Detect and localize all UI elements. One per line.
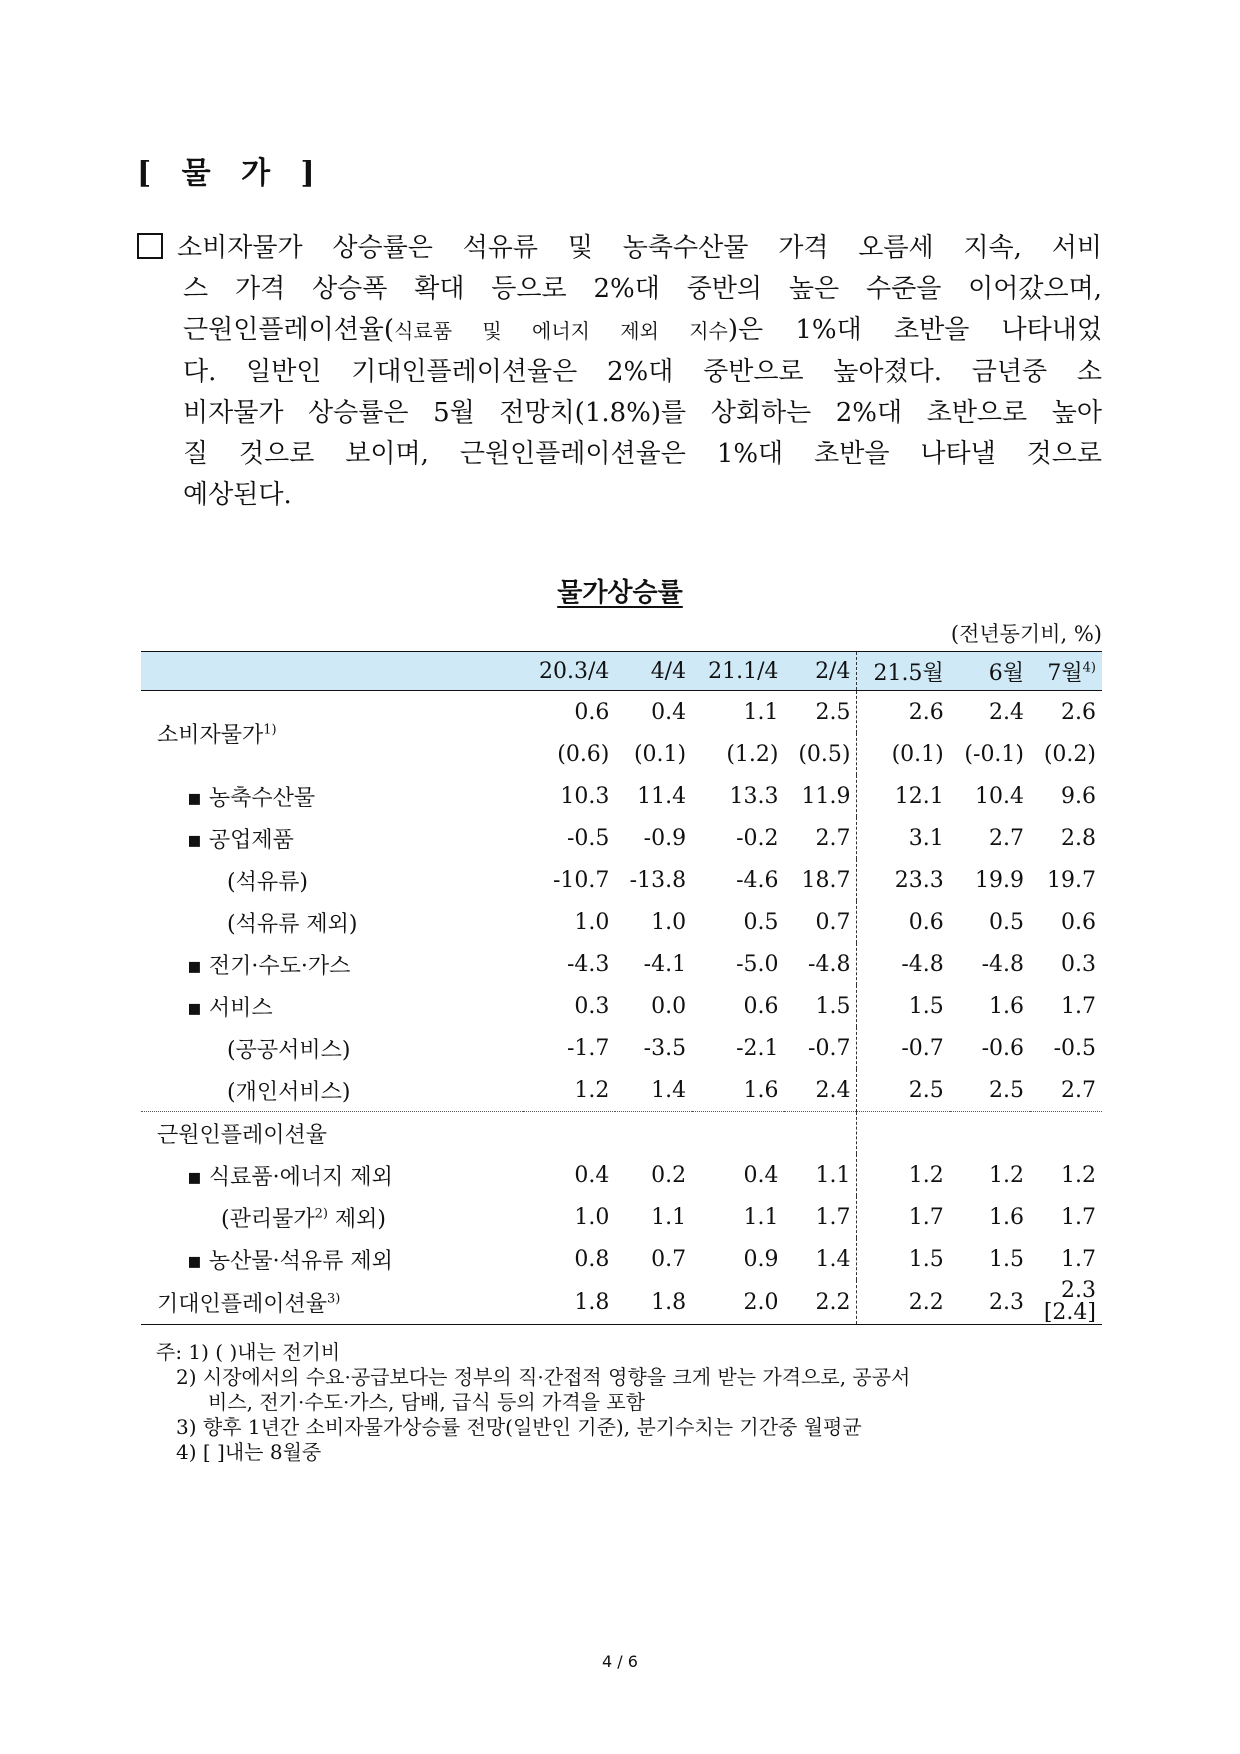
row-label: (개인서비스) [227, 1079, 351, 1105]
table-cell: (0.5) [798, 741, 851, 767]
table-cell: -0.7 [808, 1035, 851, 1061]
table-cell: (0.6) [557, 741, 610, 767]
table-cell: -4.3 [566, 951, 610, 977]
table-cell: 1.2 [574, 1077, 610, 1103]
summary-paragraph: 소비자물가 상승률은 석유류 및 농축수산물 가격 오름세 지속, 서비 스 가격 상승폭 확대 등으로 2%대 중반의 높은 수준을 이어갔으며, 근원인플레이션율(식료품 및 에너지 제외 지수)은 1%대 초반을 나타내었 다. 일반인 기대인플레이션율은 2%대 중반으로 높아졌다. 금년중 소 비자물가 상승률은 5월 전망치(1.8%)를 상회하는 2%대 초반으로 높아 질 것으로 보이며, 근원인플레이션율은 1%대 초반을 나타낼 것으로 예상된다. [137, 228, 1102, 516]
table-row [141, 1280, 1102, 1325]
table-cell: 1.5 [989, 1246, 1025, 1272]
footnote: 4) [ ]내는 8월중 [176, 1440, 322, 1464]
table-cell: 1.7 [857, 1196, 950, 1238]
table-row [141, 901, 1102, 943]
checkbox-icon [137, 233, 163, 259]
table-cell [784, 1112, 856, 1155]
table-cell: 2.8 [1061, 825, 1096, 851]
section-title: [ 물 가 ] [137, 156, 325, 191]
table-cell: 0.8 [574, 1246, 610, 1272]
table-cell: -3.5 [643, 1035, 687, 1061]
header-col: 6월 [950, 652, 1030, 691]
table-cell: 1.7 [1061, 1204, 1096, 1230]
table-cell: -4.6 [736, 867, 779, 893]
table-cell: 23.3 [857, 859, 950, 901]
table-row [141, 775, 1102, 817]
table-cell: 3.1 [857, 817, 950, 859]
table-cell: 0.3 [1061, 951, 1096, 977]
table-cell: 2.3 [950, 1280, 1030, 1325]
table-cell: 0.4 [574, 1162, 610, 1188]
table-row [141, 1112, 1102, 1155]
table-cell: 2.7 [989, 825, 1025, 851]
table-cell: 0.6 [574, 699, 610, 725]
table-cell: 0.7 [651, 1246, 687, 1272]
table-cell: 1.1 [743, 699, 779, 725]
table-cell: 0.6 [743, 993, 779, 1019]
table-cell: 1.5 [815, 993, 851, 1019]
table-cell: 1.5 [857, 985, 950, 1027]
table-cell: -4.8 [981, 951, 1025, 977]
row-label: 근원인플레이션율 [141, 1112, 523, 1155]
header-col: 21.5월 [857, 652, 950, 691]
table-cell: 2.5 [989, 1077, 1025, 1103]
table-cell: 1.2 [989, 1162, 1025, 1188]
header-col: 7월$^{4)}$ [1030, 652, 1102, 691]
footnote: 3) 향후 1년간 소비자물가상승률 전망(일반인 기준), 분기수치는 기간중 월평균 [176, 1415, 862, 1439]
table-title: 물가상승률 [557, 578, 683, 608]
table-cell: 2.6 [857, 691, 950, 734]
table-cell: 2.4 [989, 699, 1025, 725]
table-cell: -0.5 [566, 825, 610, 851]
table-cell: 1.7 [815, 1204, 851, 1230]
table-row [141, 859, 1102, 901]
table-cell: -10.7 [552, 867, 610, 893]
table-cell: 2.5 [815, 699, 851, 725]
table-cell: 2.7 [815, 825, 851, 851]
table-cell: 1.0 [574, 1204, 610, 1230]
table-cell [857, 1112, 950, 1155]
table-cell: (0.1) [857, 733, 950, 775]
table-cell [692, 1112, 784, 1155]
table-cell: 0.2 [651, 1162, 687, 1188]
table-row [141, 1154, 1102, 1196]
table-cell: 0.5 [743, 909, 779, 935]
table-cell: 2.7 [1061, 1077, 1096, 1103]
row-label: ▪ 서비스 [187, 995, 273, 1021]
table-cell: 11.9 [801, 783, 851, 809]
price-table [141, 651, 1102, 1325]
table-cell: 13.3 [729, 783, 779, 809]
table-cell: -4.1 [643, 951, 687, 977]
header-col: 21.1/4 [692, 652, 784, 691]
table-cell: (1.2) [726, 741, 779, 767]
table-cell: -0.2 [736, 825, 779, 851]
table-cell: 1.4 [651, 1077, 687, 1103]
table-cell: 1.6 [989, 993, 1025, 1019]
row-label: ▪ 공업제품 [187, 827, 294, 853]
page-number: 4 / 6 [602, 1652, 638, 1671]
footnotes [156, 1340, 910, 1465]
row-label: 기대인플레이션율$^{3)}$ [141, 1280, 523, 1325]
table-cell: 1.5 [857, 1238, 950, 1280]
table-cell: 0.9 [743, 1246, 779, 1272]
table-cell: 2.5 [857, 1069, 950, 1112]
table-cell: 0.6 [857, 901, 950, 943]
table-cell: 1.1 [815, 1162, 851, 1188]
table-cell: 1.6 [743, 1077, 779, 1103]
table-row [141, 691, 1102, 734]
row-label: 소비자물가$^{1)}$ [157, 722, 277, 748]
table-row [141, 817, 1102, 859]
table-cell: 11.4 [637, 783, 687, 809]
table-cell: (0.2) [1043, 741, 1096, 767]
table-cell: 2.2 [857, 1280, 950, 1325]
table-cell: 0.4 [743, 1162, 779, 1188]
header-blank [141, 652, 523, 691]
row-label: ▪ 전기·수도·가스 [187, 953, 351, 979]
table-cell: 1.6 [989, 1204, 1025, 1230]
table-cell: 10.4 [975, 783, 1025, 809]
table-cell: 0.5 [989, 909, 1025, 935]
table-cell: 19.7 [1047, 867, 1096, 893]
table-cell: 1.0 [574, 909, 610, 935]
header-col: 2/4 [784, 652, 856, 691]
row-label: ▪ 농산물·석유류 제외 [187, 1248, 393, 1274]
table-row [141, 985, 1102, 1027]
table-cell: 0.7 [815, 909, 851, 935]
table-cell: 1.4 [815, 1246, 851, 1272]
table-row [141, 943, 1102, 985]
table-cell: 1.8 [523, 1280, 615, 1325]
table-cell: -0.7 [857, 1027, 950, 1069]
table-cell [950, 1112, 1030, 1155]
table-cell: (0.1) [633, 741, 687, 767]
table-cell: -1.7 [566, 1035, 610, 1061]
row-label: (석유류 제외) [227, 911, 358, 937]
table-cell: -4.8 [808, 951, 851, 977]
table-row [141, 1196, 1102, 1238]
table-cell: 19.9 [975, 867, 1025, 893]
table-cell: 2.6 [1061, 699, 1096, 725]
row-label: (석유류) [227, 869, 308, 895]
table-cell: -5.0 [736, 951, 779, 977]
table-cell: 0.4 [651, 699, 687, 725]
table-cell: -4.8 [857, 943, 950, 985]
table-cell: -13.8 [629, 867, 687, 893]
table-cell: 1.2 [857, 1154, 950, 1196]
table-cell [615, 1112, 692, 1155]
footnote: 주: 1) ( )내는 전기비 [156, 1340, 341, 1364]
header-col: 4/4 [615, 652, 692, 691]
table-row [141, 1238, 1102, 1280]
table-cell: 1.0 [651, 909, 687, 935]
table-cell: 1.7 [1061, 1246, 1096, 1272]
table-cell: 9.6 [1061, 783, 1096, 809]
footnote: 비스, 전기·수도·가스, 담배, 급식 등의 가격을 포함 [208, 1390, 646, 1414]
table-row [141, 1069, 1102, 1112]
table-cell: -0.9 [643, 825, 687, 851]
table-cell: 1.1 [651, 1204, 687, 1230]
table-cell: 2.2 [784, 1280, 856, 1325]
table-cell: 12.1 [857, 775, 950, 817]
table-cell: -0.6 [981, 1035, 1025, 1061]
table-cell: -0.5 [1053, 1035, 1096, 1061]
table-cell: -2.1 [736, 1035, 779, 1061]
table-cell [523, 1112, 615, 1155]
table-cell: 1.2 [1061, 1162, 1096, 1188]
table-cell: 0.0 [651, 993, 687, 1019]
table-row [141, 1027, 1102, 1069]
table-cell: 1.8 [615, 1280, 692, 1325]
table-cell: 1.7 [1061, 993, 1096, 1019]
row-label: (관리물가$^{2)}$ 제외) [221, 1206, 387, 1232]
row-label: ▪ 농축수산물 [187, 785, 316, 811]
row-label: (공공서비스) [227, 1037, 351, 1063]
table-cell: 10.3 [560, 783, 610, 809]
table-cell: 18.7 [801, 867, 851, 893]
table-cell [1030, 1112, 1102, 1155]
table-cell: 0.3 [574, 993, 610, 1019]
header-col: 20.3/4 [523, 652, 615, 691]
table-cell: 2.0 [692, 1280, 784, 1325]
table-cell: 1.1 [743, 1204, 779, 1230]
table-cell: 2.3 [2.4] [1030, 1280, 1102, 1325]
row-label: ▪ 식료품·에너지 제외 [187, 1164, 393, 1190]
table-cell: (-0.1) [964, 741, 1025, 767]
table-cell: 0.6 [1061, 909, 1096, 935]
table-unit: (전년동기비, %) [950, 622, 1102, 646]
footnote: 2) 시장에서의 수요·공급보다는 정부의 직·간접적 영향을 크게 받는 가격으로, 공공서 [176, 1365, 911, 1389]
table-header-row [141, 652, 1102, 691]
table-cell: 2.4 [815, 1077, 851, 1103]
